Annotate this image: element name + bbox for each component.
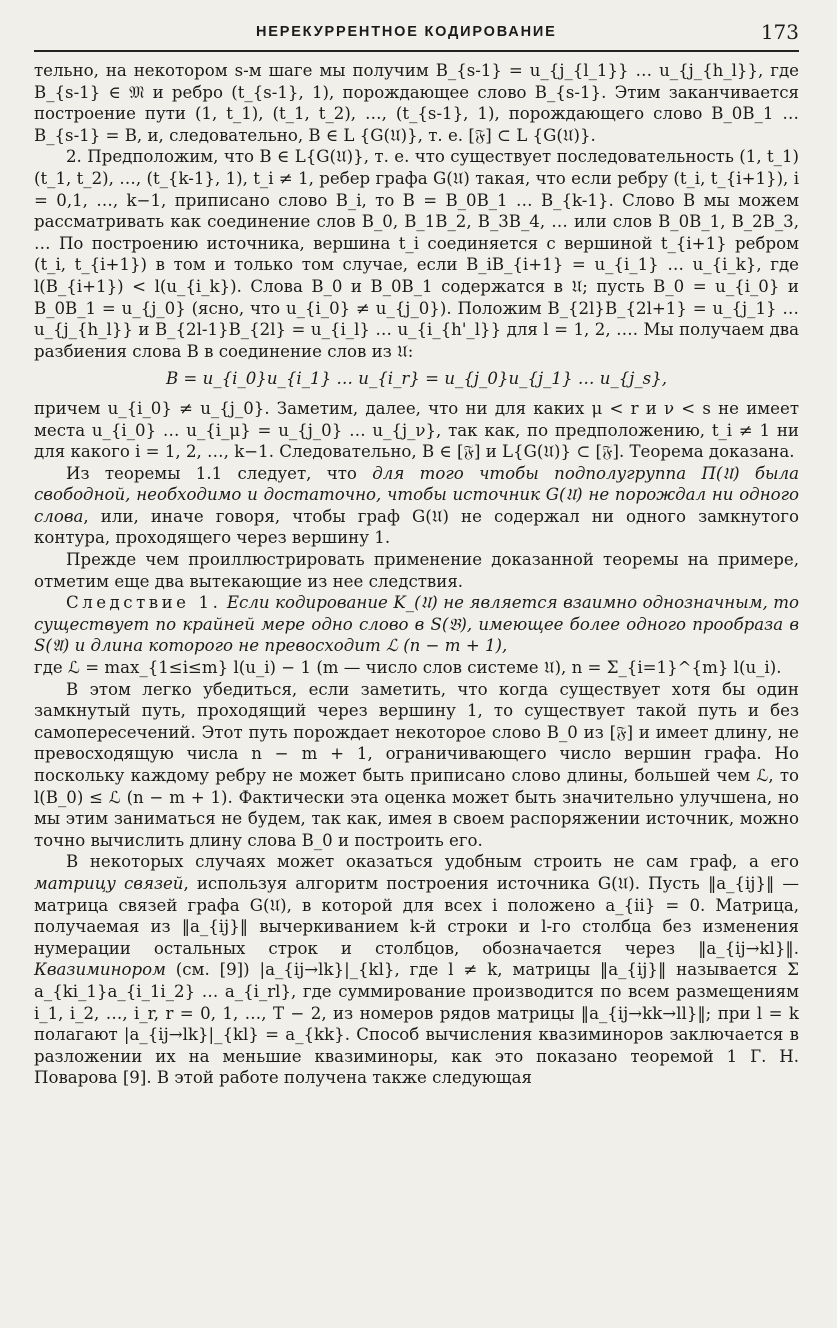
paragraph-8: В этом легко убедиться, если заметить, что когда существует хотя бы один замкнутый путь, проходящий через вершину 1, то существует такой путь и без самопересечений. Этот путь порождает некоторое слово B_0 из [𝔉] и имеет длину, не превосходящую числа n − m + 1, ограничивающего число вершин графа. Но поскольку каждому ребру не может быть приписано слово длины, большей чем ℒ, то l(B_0) ≤ ℒ (n − m + 1). Фактически эта оценка может быть значительно улучшена, но мы этим заниматься не будем, так как, имея в своем распоряжении источник, можно точно вычислить длину слова B_0 и построить его.: [34, 679, 799, 850]
body-text: [34, 60, 799, 1089]
corollary-1: [34, 592, 799, 657]
p4-text-b: , или, иначе говоря, чтобы граф G(𝔘) не содержал ни одного замкнутого контура, проходящего через вершину 1.: [34, 506, 799, 548]
p9-text-b: , используя алгоритм построения источника G(𝔘). Пусть ‖a_{ij}‖ — матрица связей графа G(𝔘), в которой для всех i положено a_{ii} = 0. Матрица, получаемая из ‖a_{ij}‖ вычеркиванием k-й строки и l-го столбца без изменения нумерации остальных строк и столбцов, обозначается через ‖a_{ij→kl}‖.: [34, 873, 799, 958]
p9-term-quasiminor: Квазиминором: [34, 960, 166, 980]
paragraph-2: 2. Предположим, что B ∈ L{G(𝔘)}, т. е. что существует последовательность (1, t_1)(t_1, t_2), …, (t_{k-1}, 1), t_i ≠ 1, ребер графа G(𝔘) такая, что если ребру (t_i, t_{i+1}), i = 0,1, …, k−1, приписано слово B_i, то B = B_0B_1 … B_{k-1}. Слово B мы можем рассматривать как соединение слов B_0, B_1B_2, B_3B_4, … или слов B_0B_1, B_2B_3, … По построению источника, вершина t_i соединяется с вершиной t_{i+1} ребром (t_i, t_{i+1}) в том и только том случае, если B_iB_{i+1} = u_{i_1} … u_{i_k}, где l(B_{i+1}) < l(u_{i_k}). Слова B_0 и B_0B_1 содержатся в 𝔘; пусть B_0 = u_{i_0} и B_0B_1 = u_{j_0} (ясно, что u_{i_0} ≠ u_{j_0}). Положим B_{2l}B_{2l+1} = u_{j_1} … u_{j_{h_l}} и B_{2l-1}B_{2l} = u_{i_l} … u_{i_{h'_l}} для l = 1, 2, …. Мы получаем два разбиения слова B в соединение слов из 𝔘:: [34, 147, 799, 361]
display-formula: B = u_{i_0}u_{i_1} … u_{i_r} = u_{j_0}u_{j_1} … u_{j_s},: [165, 369, 668, 389]
paragraph-4: [34, 463, 799, 549]
paragraph-9: [34, 851, 799, 1089]
p9-text-a: В некоторых случаях может оказаться удобным строить не сам граф, а его: [66, 852, 799, 872]
paragraph-7: где ℒ = max_{1≤i≤m} l(u_i) − 1 (m — число слов системе 𝔘), n = Σ_{i=1}^{m} l(u_i).: [34, 658, 782, 678]
paragraph-5: Прежде чем проиллюстрировать применение доказанной теоремы на примере, отметим еще два вытекающие из нее следствия.: [34, 550, 799, 591]
corollary-statement: Если кодирование K_(𝔘) не является взаимно однозначным, то существует по крайней мере одно слово в S(𝔅), имеющее более одного прообраза в S(𝔄) и длина которого не превосходит ℒ (n − m + 1),: [34, 593, 800, 656]
header-rule: [34, 50, 799, 52]
running-head: НЕРЕКУРРЕНТНОЕ КОДИРОВАНИЕ: [256, 24, 557, 40]
page-header: [34, 20, 799, 46]
paragraph-1: тельно, на некотором s-м шаге мы получим B_{s-1} = u_{j_{l_1}} … u_{j_{h_l}}, где B_{s-1} ∈ 𝔐 и ребро (t_{s-1}, 1), порождающее слово B_{s-1}. Этим заканчивается построение пути (1, t_1), (t_1, t_2), …, (t_{s-1}, 1), порождающего слово B_0B_1 … B_{s-1} = B, и, следовательно, B ∈ L {G(𝔘)}, т. е. [𝔉] ⊂ L {G(𝔘)}.: [34, 61, 799, 145]
p4-italic-statement: для того чтобы подполугруппа Π(𝔘) была свободной, необходимо и достаточно, чтобы источник G(𝔘) не порождал ни одного слова: [34, 463, 799, 526]
corollary-label: Следствие 1.: [66, 593, 222, 613]
paragraph-3: причем u_{i_0} ≠ u_{j_0}. Заметим, далее, что ни для каких μ < r и ν < s не имеет места u_{i_0} … u_{i_μ} = u_{j_0} … u_{j_ν}, так как, по предположению, t_i ≠ 1 ни для какого i = 1, 2, …, k−1. Следовательно, B ∈ [𝔉] и L{G(𝔘)} ⊂ [𝔉]. Теорема доказана.: [34, 398, 799, 462]
p9-term-matrix: матрицу связей: [34, 873, 184, 893]
page-number: 173: [760, 20, 799, 44]
p9-text-c: (см. [9]) |a_{ij→lk}|_{kl}, где l ≠ k, матрицы ‖a_{ij}‖ называется Σ a_{ki_1}a_{i_1i_2} … a_{i_rl}, где суммирование производится по всем размещениям i_1, i_2, …, i_r, r = 0, 1, …, T − 2, из номеров рядов матрицы ‖a_{ij→kk→ll}‖; при l = k полагают |a_{ij→lk}|_{kl} = a_{kk}. Способ вычисления квазиминоров заключается в разложении их на меньшие квазиминоры, как это показано теоремой 1 Г. Н. Поварова [9]. В этой работе получена также следующая: [34, 960, 799, 1088]
p4-text-a: Из теоремы 1.1 следует, что: [66, 463, 373, 483]
